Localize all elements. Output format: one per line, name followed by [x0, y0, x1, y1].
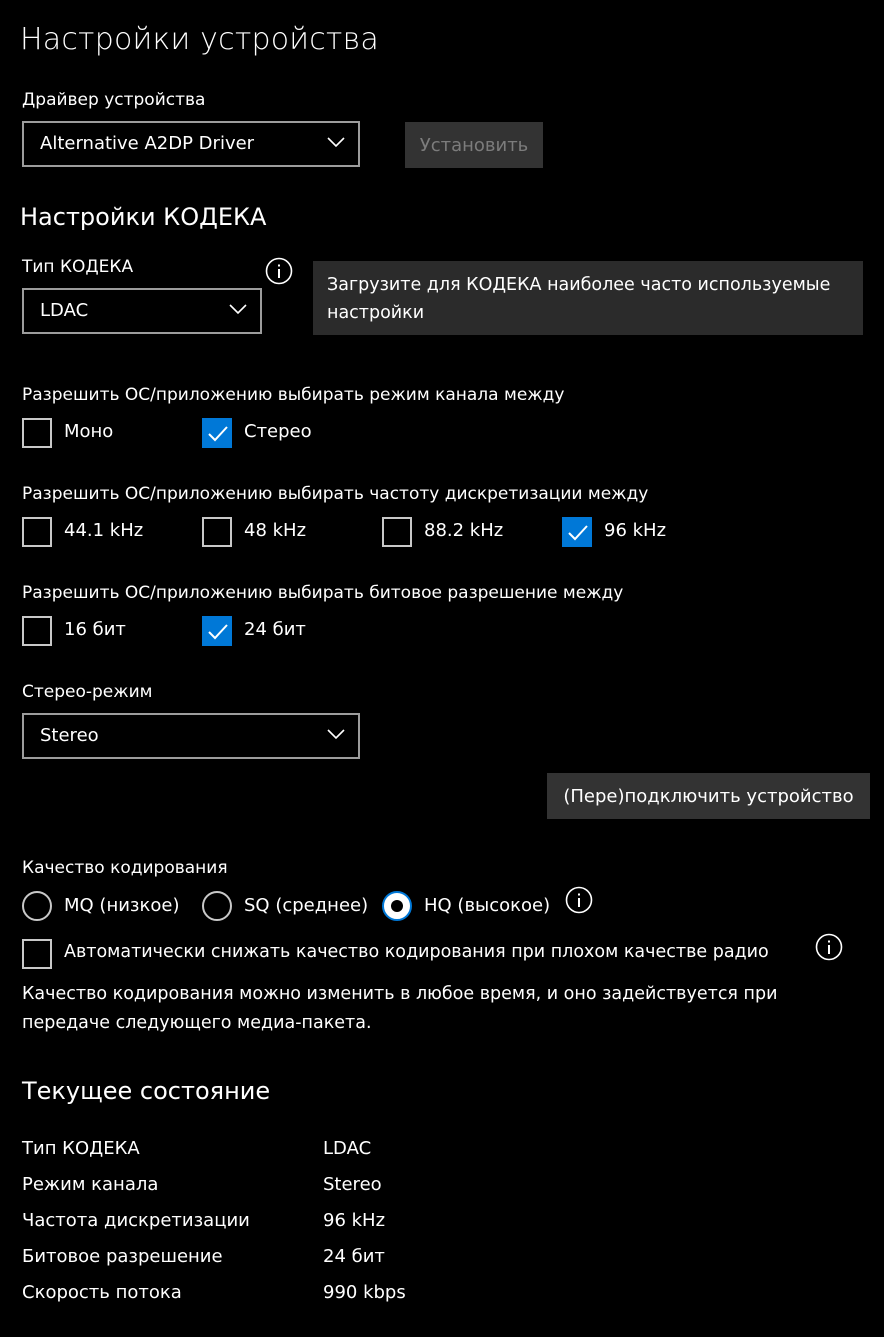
current-status-heading: Текущее состояние: [22, 1077, 271, 1105]
status-key: Частота дискретизации: [22, 1210, 250, 1231]
page-title: Настройки устройства: [20, 22, 379, 57]
info-icon[interactable]: [265, 257, 293, 285]
bit-depth-16-label: 16 бит: [64, 619, 126, 640]
status-key: Режим канала: [22, 1174, 159, 1195]
stereo-checkbox[interactable]: [202, 418, 232, 448]
chevron-down-icon: [326, 727, 346, 741]
codec-type-dropdown[interactable]: [22, 288, 262, 334]
chevron-down-icon: [326, 135, 346, 149]
mono-checkbox[interactable]: [22, 418, 52, 448]
chevron-down-icon: [228, 302, 248, 316]
info-icon[interactable]: [565, 886, 593, 914]
sample-rate-96-checkbox[interactable]: [562, 517, 592, 547]
quality-hq-radio[interactable]: [382, 891, 412, 921]
driver-label: Драйвер устройства: [22, 90, 206, 110]
bit-depth-24-label: 24 бит: [244, 619, 306, 640]
status-key: Битовое разрешение: [22, 1246, 223, 1267]
codec-settings-heading: Настройки КОДЕКА: [20, 203, 267, 231]
install-button[interactable]: Установить: [405, 122, 543, 168]
encoding-quality-label: Качество кодирования: [22, 858, 228, 878]
quality-hq-label: HQ (высокое): [424, 895, 551, 916]
checkmark-icon: [206, 423, 230, 445]
load-codec-defaults-button[interactable]: Загрузите для КОДЕКА наиболее часто используемые настройки: [313, 261, 863, 335]
status-key: Скорость потока: [22, 1282, 182, 1303]
status-value: 24 бит: [323, 1246, 385, 1267]
channel-mode-label: Разрешить ОС/приложению выбирать режим канала между: [22, 385, 565, 405]
bit-depth-label: Разрешить ОС/приложению выбирать битовое разрешение между: [22, 583, 624, 603]
quality-note: Качество кодирования можно изменить в любое время, и оно задействуется при передаче следующего медиа-пакета.: [22, 984, 778, 1033]
info-icon[interactable]: [815, 933, 843, 961]
stereo-mode-label: Стерео-режим: [22, 682, 153, 702]
status-value: 96 kHz: [323, 1210, 386, 1231]
auto-reduce-quality-checkbox[interactable]: [22, 939, 52, 969]
status-value: 990 kbps: [323, 1282, 406, 1303]
bit-depth-16-checkbox[interactable]: [22, 616, 52, 646]
sample-rate-label: Разрешить ОС/приложению выбирать частоту дискретизации между: [22, 484, 649, 504]
status-value: Stereo: [323, 1174, 382, 1195]
quality-mq-label: MQ (низкое): [64, 895, 180, 916]
sample-rate-44-label: 44.1 kHz: [64, 520, 144, 541]
mono-label: Моно: [64, 421, 114, 442]
status-value: LDAC: [323, 1138, 372, 1159]
quality-mq-radio[interactable]: [22, 891, 52, 921]
sample-rate-48-checkbox[interactable]: [202, 517, 232, 547]
driver-dropdown-value: Alternative A2DP Driver: [40, 133, 255, 154]
stereo-mode-dropdown[interactable]: [22, 713, 360, 759]
quality-sq-radio[interactable]: [202, 891, 232, 921]
sample-rate-48-label: 48 kHz: [244, 520, 307, 541]
stereo-mode-value: Stereo: [40, 725, 99, 746]
status-key: Тип КОДЕКА: [22, 1138, 140, 1159]
auto-reduce-quality-label: Автоматически снижать качество кодирования при плохом качестве радио: [64, 942, 769, 962]
sample-rate-88-label: 88.2 kHz: [424, 520, 504, 541]
reconnect-device-button[interactable]: (Пере)подключить устройство: [547, 773, 870, 819]
bit-depth-24-checkbox[interactable]: [202, 616, 232, 646]
sample-rate-88-checkbox[interactable]: [382, 517, 412, 547]
stereo-label: Стерео: [244, 421, 312, 442]
driver-dropdown[interactable]: [22, 121, 360, 167]
codec-type-value: LDAC: [40, 300, 89, 321]
sample-rate-44-checkbox[interactable]: [22, 517, 52, 547]
codec-type-label: Тип КОДЕКА: [22, 257, 134, 277]
checkmark-icon: [206, 621, 230, 643]
sample-rate-96-label: 96 kHz: [604, 520, 667, 541]
checkmark-icon: [566, 522, 590, 544]
quality-sq-label: SQ (среднее): [244, 895, 369, 916]
